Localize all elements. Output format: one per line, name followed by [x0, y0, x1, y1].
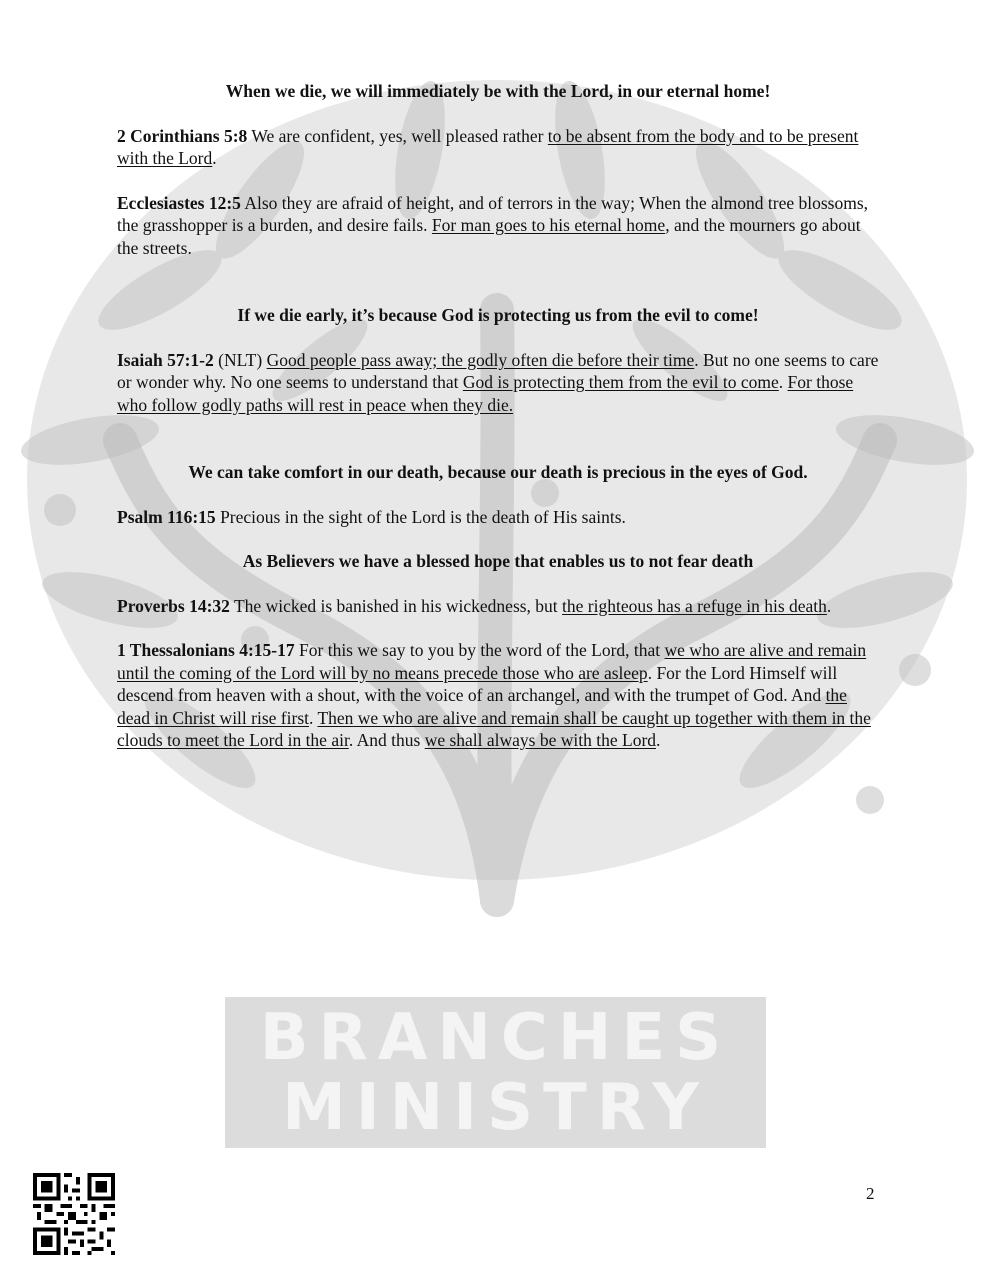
branches-ministry-logo: [225, 997, 766, 1148]
verse-text: , and the mourners go about the streets.: [117, 215, 861, 258]
verse-text: We are confident, yes, well pleased rather: [247, 125, 548, 146]
verse-text: (NLT): [213, 349, 267, 370]
page-number: 2: [866, 1184, 875, 1203]
verse-underline: For those who follow godly paths will rest in peace when they die.: [117, 372, 854, 415]
logo-line-2: MINISTRY: [282, 1070, 709, 1145]
verse-reference: Psalm 116:15: [117, 506, 216, 527]
verse-text: .: [309, 707, 318, 728]
section-heading-2: If we die early, it’s because God is protecting us from the evil to come!: [237, 305, 759, 325]
qr-code-icon: [33, 1173, 115, 1255]
section-heading-1: When we die, we will immediately be with the Lord, in our eternal home!: [225, 81, 771, 101]
verse-isaiah: [117, 349, 879, 417]
verse-underline: we who are alive and remain until the coming of the Lord will by no means precede those who are asleep: [117, 640, 867, 683]
verse-psalm: [117, 506, 879, 529]
section-heading-4: As Believers we have a blessed hope that enables us to not fear death: [242, 551, 754, 571]
verse-underline: God is protecting them from the evil to come: [462, 372, 779, 392]
verse-text: Also they are afraid of height, and of terrors in the way; When the almond tree blossoms, the grasshopper is a burden, and desire fails.: [117, 192, 869, 235]
verse-reference: 1 Thessalonians 4:15-17: [117, 640, 295, 660]
verse-underline: the righteous has a refuge in his death: [562, 595, 827, 616]
verse-text: . But no one seems to care or wonder why. No one seems to understand that: [117, 349, 879, 392]
verse-text: .: [212, 148, 217, 168]
verse-text: Precious in the sight of the Lord is the death of His saints.: [215, 506, 626, 527]
verse-thessalonians: [117, 639, 879, 752]
verse-text: . For the Lord Himself will descend from heaven with a shout, with the voice of an archangel, and with the trumpet of God. And: [117, 662, 838, 705]
verse-underline: we shall always be with the Lord: [424, 730, 657, 750]
verse-underline: to be absent from the body and to be present with the Lord: [117, 125, 859, 168]
document-body: [117, 80, 879, 752]
verse-reference: Ecclesiastes 12:5: [117, 192, 241, 213]
verse-underline: the dead in Christ will rise first: [117, 685, 847, 728]
verse-text: .: [826, 595, 832, 616]
verse-text: For this we say to you by the word of the Lord, that: [294, 640, 665, 660]
verse-text: .: [656, 730, 661, 750]
verse-text: The wicked is banished in his wickedness, but: [229, 595, 563, 616]
section-heading-3: We can take comfort in our death, because our death is precious in the eyes of God.: [188, 462, 808, 482]
verse-text: .: [778, 372, 788, 392]
logo-line-1: BRANCHES: [259, 1000, 732, 1075]
verse-reference: Proverbs 14:32: [117, 595, 230, 616]
verse-ecclesiastes: [117, 192, 879, 260]
verse-reference: 2 Corinthians 5:8: [117, 125, 248, 146]
verse-underline: Then we who are alive and remain shall be caught up together with them in the clouds to meet the Lord in the air: [117, 707, 871, 750]
verse-reference: Isaiah 57:1-2: [117, 349, 214, 370]
verse-2-corinthians: [117, 125, 879, 170]
verse-underline: Good people pass away; the godly often die before their time: [266, 349, 695, 370]
verse-underline: For man goes to his eternal home: [431, 215, 666, 235]
verse-text: . And thus: [348, 730, 425, 750]
verse-proverbs: [117, 595, 879, 618]
